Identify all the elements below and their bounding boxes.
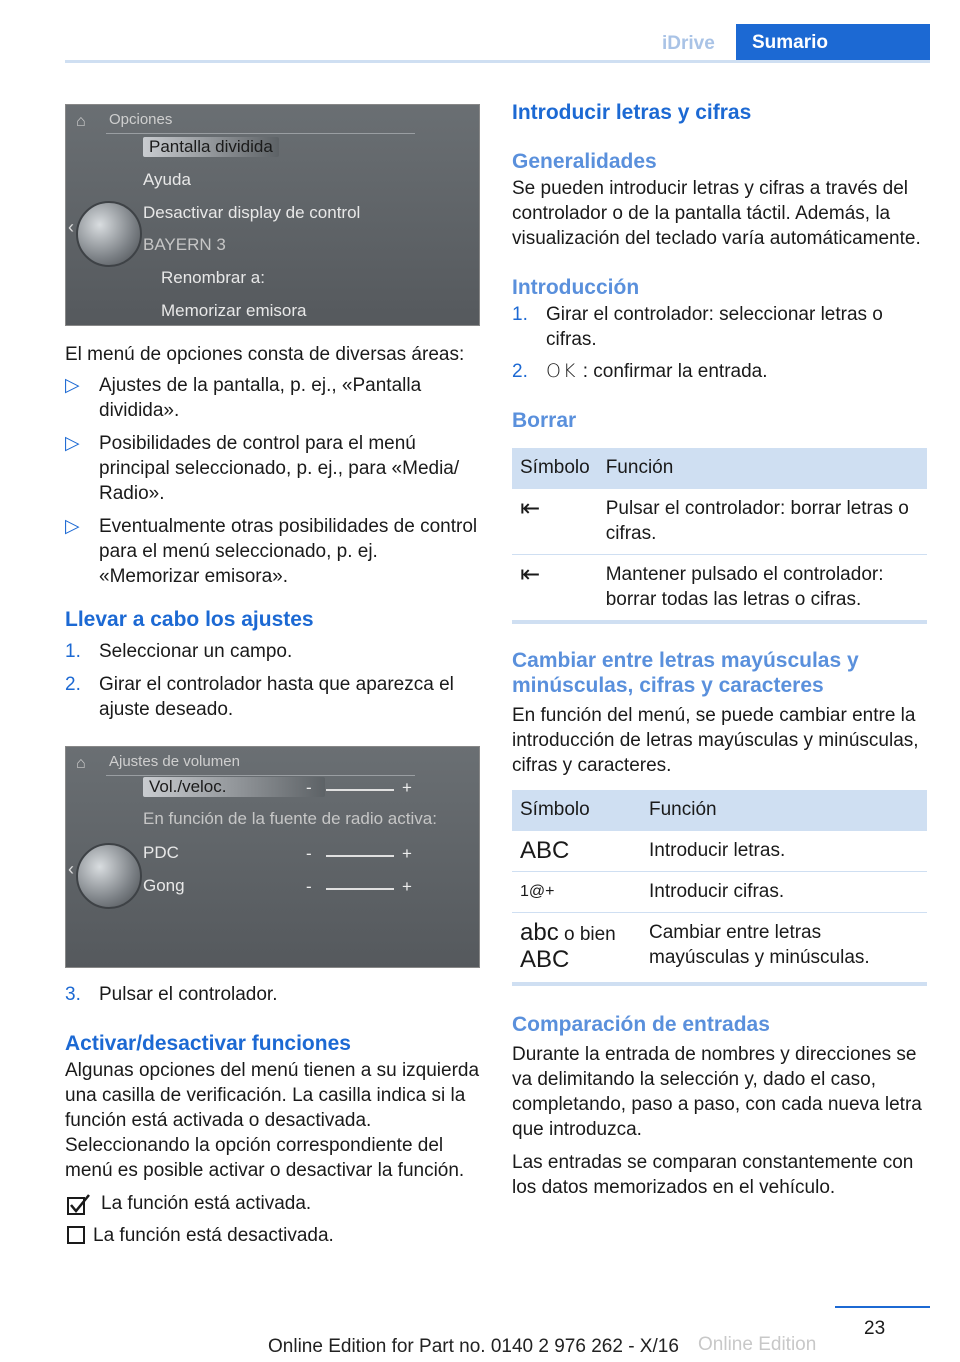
footer-divider: [835, 1306, 930, 1308]
screen-item: Gong: [143, 876, 185, 895]
screen-title: Ajustes de volumen: [109, 753, 240, 770]
screen-item: Renombrar a:: [161, 268, 265, 287]
volume-screen-image: [65, 746, 480, 968]
bullet-icon: ▷: [65, 375, 80, 396]
settings-steps: [65, 639, 480, 722]
case-toggle-cell: abc o bien ABC: [512, 913, 641, 985]
home-icon: ⌂: [76, 113, 86, 130]
screen-item: Vol./veloc.: [143, 777, 325, 797]
toggle-text: Algunas opciones del menú tienen a su izquierda una casilla de verificación. La casilla indica si la función está activada o desactivada. Seleccionando la opción correspondiente del menú es posible activar o desactivar la función.: [65, 1060, 480, 1181]
header-section: iDrive: [662, 33, 715, 54]
chevron-left-icon: ‹: [68, 217, 74, 237]
table-header-cell: Función: [641, 790, 927, 831]
section-heading: Introducir letras y cifras: [512, 101, 752, 124]
screen-item: Memorizar emisora: [161, 301, 307, 320]
header-tab-sumario[interactable]: Sumario: [736, 24, 930, 62]
footer-edition: Online Edition for Part no. 0140 2 976 262 - X/16: [268, 1336, 679, 1357]
right-column: [512, 100, 927, 1200]
table-header-cell: Función: [598, 448, 927, 489]
checked-row: [65, 1191, 480, 1216]
lowercase-letters-icon: abc: [520, 919, 559, 946]
screen-item: BAYERN 3: [143, 235, 226, 254]
screen-divider: [106, 775, 415, 776]
controller-knob-icon: [76, 201, 142, 267]
list-item: ▷ Eventualmente otras posibilidades de control para el menú seleccionado, p. ej. «Memorizar emisora».: [65, 516, 478, 587]
step-item: 1. Seleccionar un campo.: [65, 641, 293, 662]
table-header-cell: Símbolo: [512, 448, 598, 489]
compare-text: Las entradas se comparan constantemente con los datos memorizados en el vehículo.: [512, 1152, 914, 1198]
table-row: [512, 831, 927, 872]
ok-icon: OK: [546, 360, 578, 382]
table-row: [512, 489, 927, 555]
table-cell: Introducir cifras.: [641, 872, 927, 913]
list-item: ▷ Posibilidades de control para el menú principal seleccionado, p. ej., para «Media/ Radio».: [65, 433, 460, 504]
screen-item: Desactivar display de control: [143, 203, 361, 222]
delete-table: [512, 448, 927, 624]
list-item: ▷ Ajustes de la pantalla, p. ej., «Pantalla dividida».: [65, 375, 422, 421]
screen-item: PDC: [143, 843, 179, 862]
home-icon: ⌂: [76, 755, 86, 772]
screen-item: Pantalla dividida: [143, 137, 279, 157]
delete-icon: ⇤: [512, 489, 598, 555]
toggle-heading: Activar/desactivar funciones: [65, 1032, 351, 1055]
header-divider: [65, 60, 930, 63]
table-row: [512, 872, 927, 913]
general-heading: Generalidades: [512, 150, 657, 173]
table-cell: Mantener pulsado el controlador: borrar todas las letras o cifras.: [598, 555, 927, 623]
screen-item: Ayuda: [143, 170, 191, 189]
screen-item: En función de la fuente de radio activa:: [143, 809, 437, 828]
page-number: 23: [864, 1318, 886, 1339]
delete-heading: Borrar: [512, 409, 577, 432]
table-header-cell: Símbolo: [512, 790, 641, 831]
digits-symbols-icon: 1@+: [512, 872, 641, 913]
pdc-slider: - +: [306, 844, 412, 863]
compare-text: Durante la entrada de nombres y direcciones se va delimitando la selección y, dado el caso, completando, paso a paso, con cada nueva letra que introduzca.: [512, 1044, 922, 1140]
step-item: 3. Pulsar el controlador.: [65, 984, 278, 1005]
intro-heading: Introducción: [512, 276, 640, 299]
general-text: Se pueden introducir letras y cifras a través del controlador o de la pantalla táctil. Además, la visualización del teclado varía automáticamente.: [512, 178, 921, 249]
table-row: [512, 913, 927, 985]
table-cell: Cambiar entre letras mayúsculas y minúsculas.: [641, 913, 927, 985]
screen-divider: [106, 133, 415, 134]
step-item: 2. Girar el controlador hasta que aparezca el ajuste deseado.: [65, 674, 454, 720]
table-header: [512, 448, 927, 489]
intro-steps: [512, 302, 927, 384]
left-column: [65, 104, 480, 1248]
table-cell: Introducir letras.: [641, 831, 927, 872]
unchecked-row: [65, 1223, 480, 1248]
table-header: [512, 790, 927, 831]
table-row: [512, 555, 927, 623]
options-list: [65, 373, 480, 589]
uppercase-letters-icon: ABC: [512, 831, 641, 872]
step-item: 2. OK : confirmar la entrada.: [512, 360, 768, 382]
controller-knob-icon: [76, 843, 142, 909]
options-intro: El menú de opciones consta de diversas áreas:: [65, 344, 465, 365]
checkbox-checked-icon: [67, 1193, 97, 1215]
gong-slider: - +: [306, 877, 412, 896]
settings-steps-cont: [65, 982, 480, 1007]
screen-title: Opciones: [109, 111, 173, 128]
checked-text: La función está activada.: [101, 1193, 312, 1214]
delete-icon: ⇤: [512, 555, 598, 623]
bullet-icon: ▷: [65, 516, 80, 537]
unchecked-text: La función está desactivada.: [93, 1225, 334, 1246]
step-item: 1. Girar el controlador: seleccionar letras o cifras.: [512, 304, 883, 350]
case-heading: Cambiar entre letras mayúsculas y minúsculas, cifras y caracteres: [512, 649, 859, 697]
chevron-left-icon: ‹: [68, 859, 74, 879]
footer-watermark: Online Edition: [698, 1334, 817, 1355]
uppercase-letters-icon: ABC: [520, 946, 570, 973]
volume-slider: - +: [306, 778, 412, 797]
bullet-icon: ▷: [65, 433, 80, 454]
table-cell: Pulsar el controlador: borrar letras o cifras.: [598, 489, 927, 555]
compare-heading: Comparación de entradas: [512, 1013, 770, 1036]
case-text: En función del menú, se puede cambiar entre la introducción de letras mayúsculas y minúsculas, cifras y caracteres.: [512, 705, 919, 776]
settings-heading: Llevar a cabo los ajustes: [65, 608, 314, 631]
options-screen-image: [65, 104, 480, 326]
checkbox-unchecked-icon: [67, 1226, 87, 1246]
case-table: [512, 790, 927, 986]
